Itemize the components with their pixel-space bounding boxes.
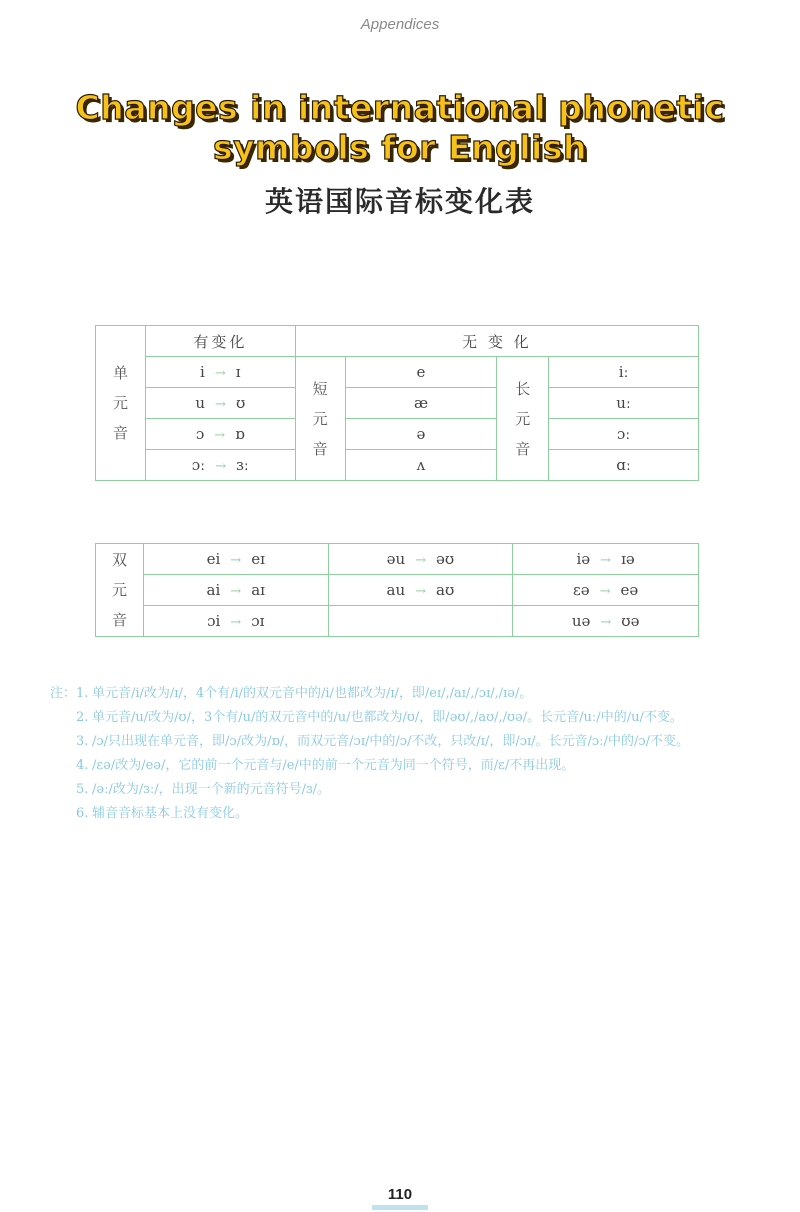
diphthong-cell: ei → eɪ <box>143 544 328 575</box>
diphthong-cell: iə → ɪə <box>513 544 699 575</box>
notes-label: 注： <box>50 686 77 701</box>
diphthong-cell: ɔi → ɔɪ <box>143 606 328 637</box>
changed-cell: ɔː → ɜː <box>145 450 295 481</box>
diphthong-cell: εə → eə <box>513 575 699 606</box>
title-english-line-1: Changes in international phonetic <box>75 88 725 127</box>
changed-cell: i → ɪ <box>145 357 295 388</box>
long-vowel-cell: uː <box>549 388 699 419</box>
short-vowel-cell: ʌ <box>345 450 497 481</box>
notes <box>50 682 760 826</box>
long-vowel-cell: iː <box>549 357 699 388</box>
monophthong-table <box>95 325 699 481</box>
empty-cell <box>328 606 513 637</box>
short-vowel-cell: e <box>345 357 497 388</box>
diphthong-cell: uə → ʊə <box>513 606 699 637</box>
page-number-rule <box>372 1205 428 1210</box>
diphthong-table <box>95 543 699 637</box>
title-english-line-2: symbols for English <box>213 128 587 167</box>
unchanged-header: 无 变 化 <box>295 326 698 357</box>
note-item: 1. 单元音/i/改为/ɪ/，4个有/i/的双元音中的/i/也都改为/ɪ/，即/eɪ/,/aɪ/,/ɔɪ/,/ɪə/。 <box>76 686 533 701</box>
diphthong-label: 双 元 音 <box>96 544 144 637</box>
long-vowel-cell: ɑː <box>549 450 699 481</box>
note-item: 5. /əː/改为/ɜː/，出现一个新的元音符号/ɜ/。 <box>76 782 330 797</box>
note-item: 4. /εə/改为/eə/，它的前一个元音与/e/中的前一个元音为同一个符号，而/ε/不再出现。 <box>76 758 575 773</box>
running-head: Appendices <box>360 16 440 33</box>
changed-cell: ɔ → ɒ <box>145 419 295 450</box>
monophthong-label: 单 元 音 <box>96 326 146 481</box>
note-item: 6. 辅音音标基本上没有变化。 <box>76 806 249 821</box>
changed-header: 有变化 <box>145 326 295 357</box>
title-chinese: 英语国际音标变化表 <box>264 185 535 218</box>
diphthong-cell: au → aʊ <box>328 575 513 606</box>
page-number: 110 <box>387 1186 413 1203</box>
diphthong-cell: ai → aɪ <box>143 575 328 606</box>
diphthong-cell: əu → əʊ <box>328 544 513 575</box>
short-vowel-cell: æ <box>345 388 497 419</box>
long-vowel-cell: ɔː <box>549 419 699 450</box>
note-item: 2. 单元音/u/改为/ʊ/，3个有/u/的双元音中的/u/也都改为/ʊ/，即/əʊ/,/aʊ/,/ʊə/。长元音/uː/中的/u/不变。 <box>76 710 683 725</box>
long-vowel-label: 长 元 音 <box>497 357 549 481</box>
note-item: 3. /ɔ/只出现在单元音，即/ɔ/改为/ɒ/，而双元音/ɔɪ/中的/ɔ/不改，只改/ɪ/，即/ɔɪ/。长元音/ɔː/中的/ɔ/不变。 <box>76 734 689 749</box>
short-vowel-cell: ə <box>345 419 497 450</box>
short-vowel-label: 短 元 音 <box>295 357 345 481</box>
changed-cell: u → ʊ <box>145 388 295 419</box>
